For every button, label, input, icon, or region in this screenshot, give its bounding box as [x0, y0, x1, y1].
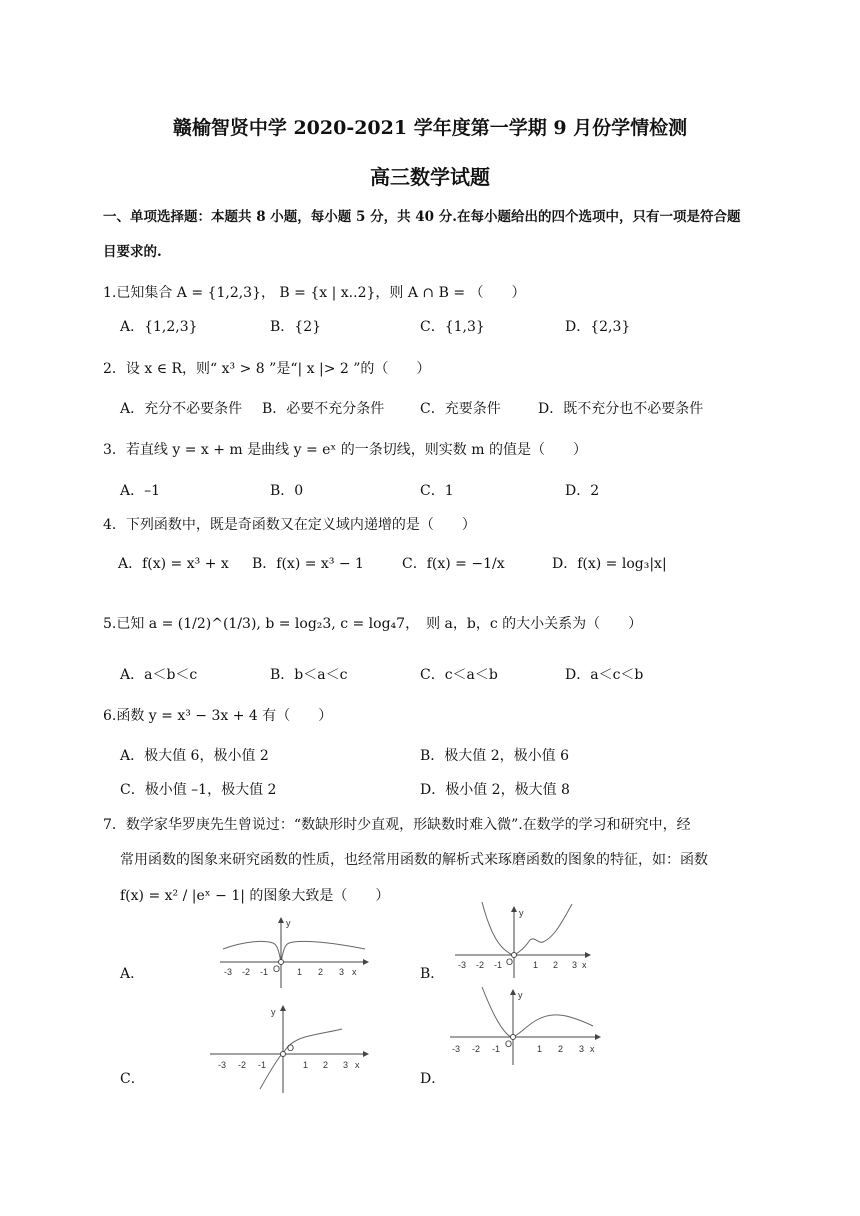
graph-a-origin: O	[273, 964, 281, 974]
graph-option-b	[450, 900, 610, 980]
question-1-stem: 1.已知集合 A = {1,2,3}， B = {x | x..2}，则 A ∩ B = （ ）	[103, 285, 526, 301]
q7-option-a-label: A．	[120, 966, 145, 982]
question-3-stem: 3．若直线 y = x + m 是曲线 y = eˣ 的一条切线，则实数 m 的值是（ ）	[103, 442, 587, 458]
question-7-stem-line1: 7．数学家华罗庚先生曾说过：“数缺形时少直观，形缺数时难入微”.在数学的学习和研究中，经	[103, 817, 691, 833]
graph-a-tick: 2	[318, 967, 324, 977]
q4-option-c: C．f(x) = −1/x	[402, 556, 505, 572]
q6-option-d: D．极小值 2，极大值 8	[420, 782, 570, 798]
q4-option-a: A．f(x) = x³ + x	[118, 556, 229, 572]
graph-c-tick: -2	[238, 1060, 247, 1070]
graph-d-tick: 3	[579, 1044, 585, 1054]
graph-d-x-label: x	[590, 1044, 595, 1054]
graph-c-origin: O	[287, 1043, 295, 1053]
q3-option-b: B．0	[270, 483, 304, 499]
graph-c-y-label: y	[271, 1007, 276, 1017]
q4-option-b: B．f(x) = x³ − 1	[252, 556, 364, 572]
q6-option-b: B．极大值 2，极小值 6	[420, 748, 570, 764]
graph-d-tick: -3	[452, 1044, 461, 1054]
question-5-stem: 5.已知 a = (1/2)^(1/3), b = log₂3, c = log₄7， 则 a，b，c 的大小关系为（ ）	[103, 616, 643, 632]
graph-d-tick: 1	[537, 1044, 543, 1054]
q3-option-a: A．–1	[120, 483, 161, 499]
graph-c-tick: -3	[218, 1060, 227, 1070]
q5-option-a: A．a＜b＜c	[120, 667, 198, 683]
q1-option-a: A．{1,2,3}	[120, 319, 198, 335]
q5-option-d: D．a＜c＜b	[565, 667, 644, 683]
q3-option-d: D．2	[565, 483, 600, 499]
graph-a-x-label: x	[352, 967, 357, 977]
section-heading-line1: 一、单项选择题：本题共 8 小题，每小题 5 分，共 40 分.在每小题给出的四个选项中，只有一项是符合题	[103, 209, 741, 225]
graph-d-tick: 2	[558, 1044, 564, 1054]
graph-d-tick: -2	[472, 1044, 481, 1054]
graph-a-tick: -2	[242, 967, 251, 977]
graph-c-x-label: x	[355, 1060, 360, 1070]
graph-a-tick: -3	[224, 967, 233, 977]
graph-d-y-label: y	[518, 990, 523, 1000]
q1-option-c: C．{1,3}	[420, 319, 485, 335]
graph-a-tick: 3	[339, 967, 345, 977]
q7-option-d-label: D．	[420, 1071, 446, 1087]
graph-c-tick: 2	[323, 1060, 329, 1070]
graph-b-tick: 1	[533, 960, 539, 970]
graph-b-tick: -1	[494, 960, 503, 970]
graph-c-tick: 1	[303, 1060, 309, 1070]
graph-a-tick: -1	[260, 967, 269, 977]
q4-option-d: D．f(x) = log₃|x|	[552, 556, 667, 572]
graph-option-c	[205, 1005, 380, 1095]
q6-option-a: A．极大值 6，极小值 2	[120, 748, 269, 764]
question-7-stem-line3: f(x) = x² / |eˣ − 1| 的图象大致是（ ）	[120, 888, 390, 904]
graph-b-origin: O	[506, 957, 514, 967]
q1-option-b: B．{2}	[270, 319, 322, 335]
graph-option-d	[445, 985, 610, 1070]
q2-option-c: C．充要条件	[420, 401, 501, 417]
graph-b-tick: 2	[553, 960, 559, 970]
q2-option-a: A．充分不必要条件	[120, 401, 243, 417]
q7-option-b-label: B．	[420, 966, 445, 982]
page-title: 赣榆智贤中学 2020-2021 学年度第一学期 9 月份学情检测	[172, 117, 688, 139]
q1-option-d: D．{2,3}	[565, 319, 631, 335]
graph-a-tick: 1	[297, 967, 303, 977]
question-7-stem-line2: 常用函数的图象来研究函数的性质，也经常用函数的解析式来琢磨函数的图象的特征，如：函数	[120, 852, 708, 868]
graph-option-a	[215, 915, 375, 990]
q5-option-c: C．c＜a＜b	[420, 667, 498, 683]
graph-b-x-label: x	[582, 960, 587, 970]
graph-c-tick: -1	[258, 1060, 267, 1070]
graph-b-tick: 3	[572, 960, 578, 970]
question-4-stem: 4．下列函数中，既是奇函数又在定义域内递增的是（ ）	[103, 517, 476, 533]
question-2-stem: 2．设 x ∈ R，则“ x³ > 8 ”是“| x |> 2 ”的（ ）	[103, 361, 431, 377]
q6-option-c: C．极小值 –1，极大值 2	[120, 782, 277, 798]
page-subtitle: 高三数学试题	[370, 165, 490, 189]
q2-option-b: B．必要不充分条件	[262, 401, 385, 417]
graph-b-tick: -3	[458, 960, 467, 970]
q3-option-c: C．1	[420, 483, 454, 499]
graph-d-origin: O	[505, 1039, 513, 1049]
section-heading-line2: 目要求的.	[103, 244, 162, 260]
graph-a-y-label: y	[286, 918, 291, 928]
q2-option-d: D．既不充分也不必要条件	[538, 401, 704, 417]
q7-option-c-label: C．	[120, 1071, 145, 1087]
graph-c-tick: 3	[343, 1060, 349, 1070]
question-6-stem: 6.函数 y = x³ − 3x + 4 有（ ）	[103, 708, 333, 724]
graph-d-tick: -1	[492, 1044, 501, 1054]
graph-b-y-label: y	[519, 908, 524, 918]
q5-option-b: B．b＜a＜c	[270, 667, 348, 683]
graph-b-tick: -2	[476, 960, 485, 970]
